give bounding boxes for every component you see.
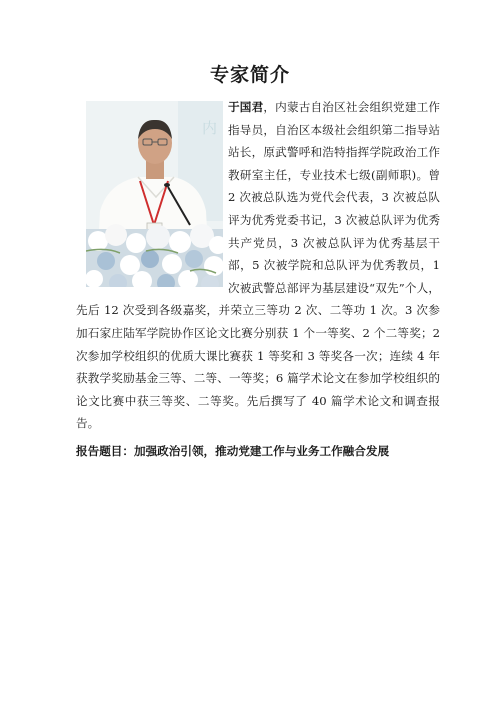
backdrop-glyph: 内: [202, 119, 218, 137]
page-title: 专家简介: [209, 64, 290, 86]
report-title: 报告题目：加强政治引领，推动党建工作与业务工作融合发展: [76, 444, 390, 458]
bio-text: ，内蒙古自治区社会组织党建工作指导员，自治区本级社会组织第二指导站站长，原武警呼和浩特指挥学院政治工作教研室主任，专业技术七级(副师职)。曾 2 次被总队选为党代会代表，3 次被总队评为优秀党委书记，3 次被总队评为优秀共产党员，3 次被总队评为优秀基层干部，5 次被学院和总队评为优秀教员，1 次被武警总部评为基层建设“双先”个人，先后 12 次受到各级嘉奖，并荣立三等功 2 次、二等功 1 次。3 次参加石家庄陆军学院协作区论文比赛分别获 1 个一等奖、2 个二等奖；2 次参加学校组织的优质大课比赛获 1 等奖和 3 等奖各一次；连续 4 年获教学奖励基金三等、二等、一等奖；6 篇学术论文在参加学校组织的论文比赛中获三等奖、二等奖。先后撰写了 40 篇学术论文和调查报告。: [76, 100, 440, 431]
expert-name: 于国君: [228, 100, 264, 114]
photo-spacer: [76, 96, 228, 294]
bio-paragraph: [76, 96, 440, 435]
